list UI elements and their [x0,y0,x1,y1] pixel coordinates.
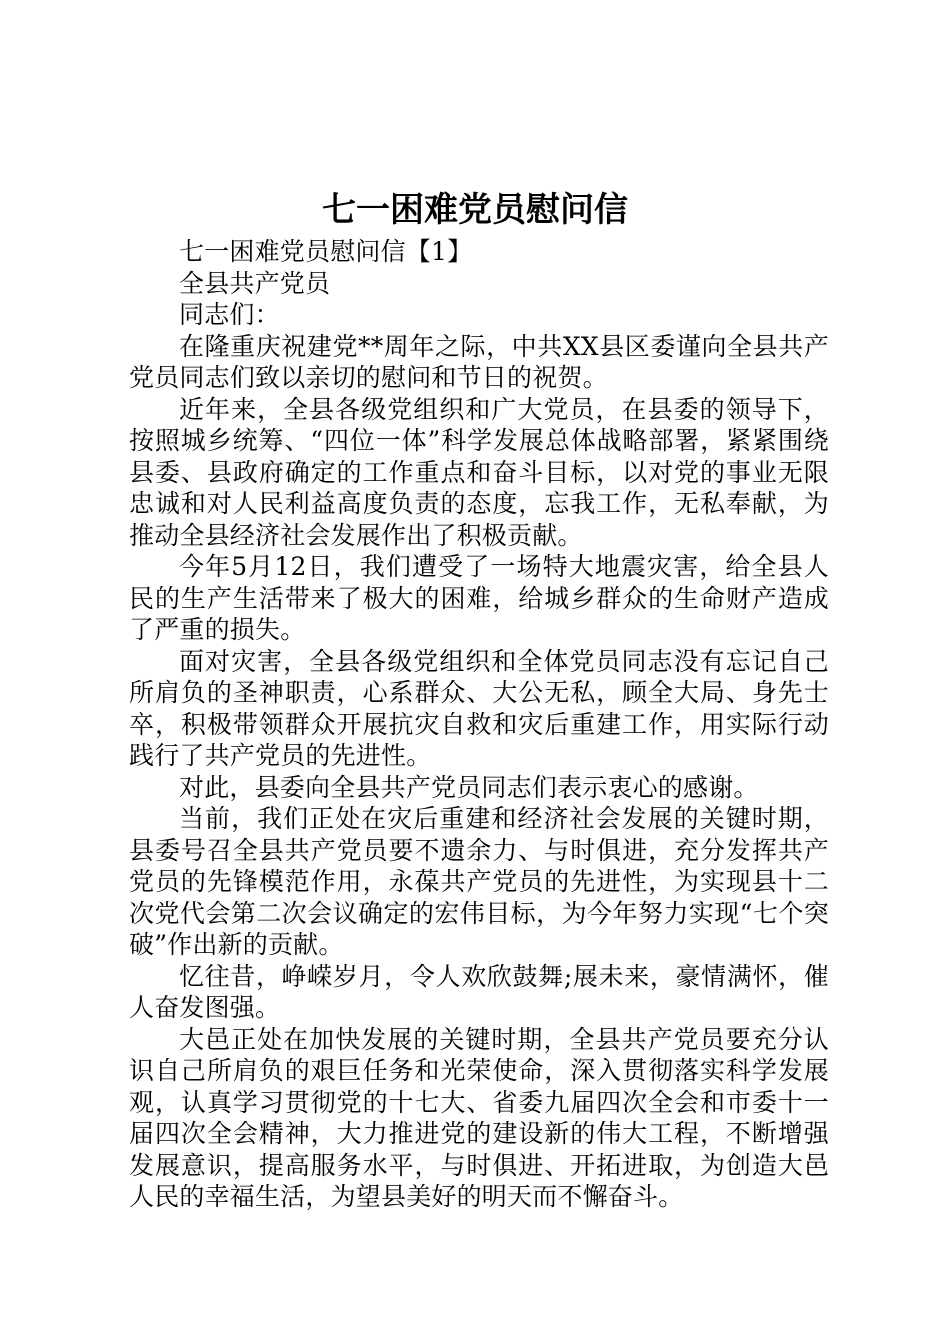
paragraph: 在隆重庆祝建党**周年之际，中共XX县区委谨向全县共产党员同志们致以亲切的慰问和节日的祝贺。 [129,331,829,392]
document-title: 七一困难党员慰问信 [322,190,628,230]
document-body [129,236,829,1213]
paragraph-subtitle: 七一困难党员慰问信【1】 [179,237,473,266]
paragraph: 今年5月12日，我们遭受了一场特大地震灾害，给全县人民的生产生活带来了极大的困难，给城乡群众的生命财产造成了严重的损失。 [129,552,829,644]
paragraph: 当前，我们正处在灾后重建和经济社会发展的关键时期，县委号召全县共产党员要不遗余力、与时俱进，充分发挥共产党员的先锋模范作用，永葆共产党员的先进性，为实现县十二次党代会第二次会议确定的宏伟目标，为今年努力实现“七个突破”作出新的贡献。 [129,804,829,959]
paragraph: 对此，县委向全县共产党员同志们表示衷心的感谢。 [179,772,759,802]
paragraph-salutation: 同志们： [179,300,280,329]
paragraph: 大邑正处在加快发展的关键时期，全县共产党员要充分认识自己所肩负的艰巨任务和光荣使命，深入贯彻落实科学发展观，认真学习贯彻党的十七大、省委九届四次全会和市委十一届四次全会精神，大力推进党的建设新的伟大工程，不断增强发展意识，提高服务水平，与时俱进、开拓进取，为创造大邑人民的幸福生活，为望县美好的明天而不懈奋斗。 [129,1024,829,1211]
paragraph-addressee: 全县共产党员 [179,268,331,298]
paragraph: 面对灾害，全县各级党组织和全体党员同志没有忘记自己所肩负的圣神职责，心系群众、大公无私，顾全大局、身先士卒，积极带领群众开展抗灾自救和灾后重建工作，用实际行动践行了共产党员的先进性。 [129,646,829,770]
paragraph: 近年来，全县各级党组织和广大党员，在县委的领导下，按照城乡统筹、“四位一体”科学发展总体战略部署，紧紧围绕县委、县政府确定的工作重点和奋斗目标，以对党的事业无限忠诚和对人民利益高度负责的态度，忘我工作，无私奉献，为推动全县经济社会发展作出了积极贡献。 [129,394,829,550]
paragraph: 忆往昔，峥嵘岁月，令人欢欣鼓舞;展未来，豪情满怀，催人奋发图强。 [129,961,829,1022]
